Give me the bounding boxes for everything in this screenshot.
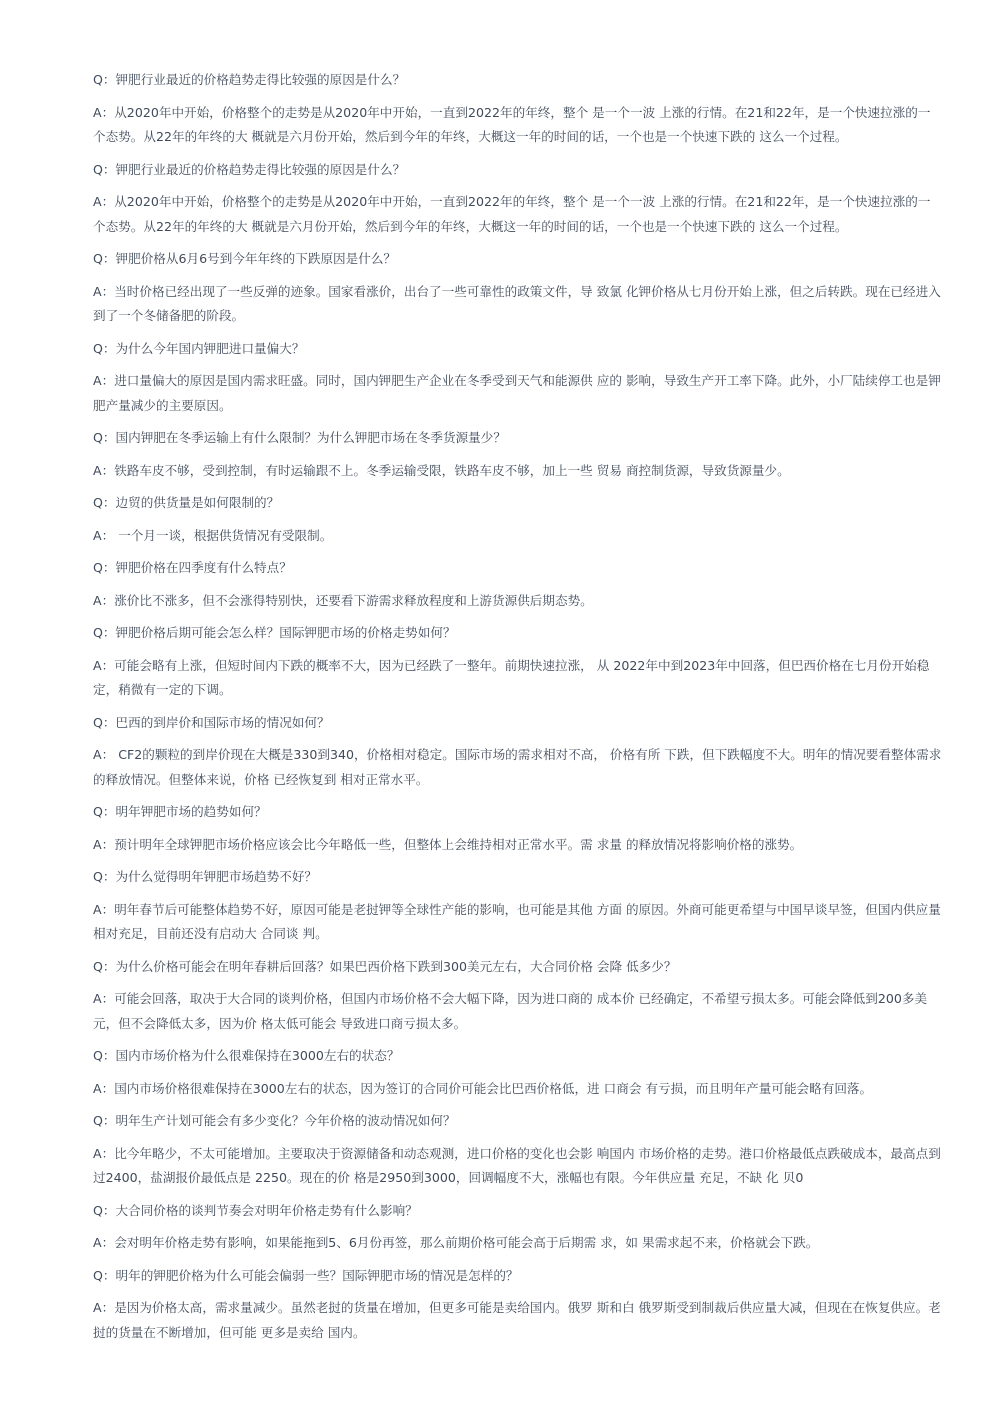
question-text: Q：钾肥行业最近的价格趋势走得比较强的原因是什么？ xyxy=(93,72,406,87)
question-text: Q：为什么觉得明年钾肥市场趋势不好？ xyxy=(93,869,318,884)
answer-text: A：是因为价格太高，需求量减少。虽然老挝的货量在增加，但更多可能是卖给国内。俄罗 斯和白 俄罗斯受到制裁后供应量大减，但现在在恢复供应。老挝的货量在不断增加，但可能 更多是卖给 国内。 xyxy=(93,1300,941,1340)
question-text: Q：明年生产计划可能会有多少变化？今年价格的波动情况如何？ xyxy=(93,1113,456,1128)
answer-text: A：明年春节后可能整体趋势不好，原因可能是老挝钾等全球性产能的影响，也可能是其他 方面 的原因。外商可能更希望与中国早谈早签，但国内供应量相对充足，目前还没有启动大 合同谈 判。 xyxy=(93,901,941,941)
answer-text: A：从2020年中开始，价格整个的走势是从2020年中开始，一直到2022年的年终，整个 是一个一波 上涨的行情。在21和22年，是一个快速拉涨的一个态势。从22年的年终的大 概就是六月份开始，然后到今年的年终，大概这一年的时间的话，一个也是一个快速下跌的 这么一个过程。 xyxy=(93,194,931,234)
question-text: Q：国内钾肥在冬季运输上有什么限制？为什么钾肥市场在冬季货源量少？ xyxy=(93,430,506,445)
answer-text: A：可能会略有上涨，但短时间内下跌的概率不大，因为已经跌了一整年。前期快速拉涨， 从 2022年中到2023年中回落，但巴西价格在七月份开始稳定，稍微有一定的下调。 xyxy=(93,657,930,697)
document-page xyxy=(93,68,943,1353)
question-text: Q：国内市场价格为什么很难保持在3000左右的状态？ xyxy=(93,1048,400,1063)
answer-text: A：预计明年全球钾肥市场价格应该会比今年略低一些，但整体上会维持相对正常水平。需 求量 的释放情况将影响价格的涨势。 xyxy=(93,836,803,852)
answer-text: A：可能会回落，取决于大合同的谈判价格，但国内市场价格不会大幅下降，因为进口商的 成本价 已经确定，不希望亏损太多。可能会降低到200多美元，但不会降低太多，因为价 格太低可能会 导致进口商亏损太多。 xyxy=(93,991,928,1031)
question-text: Q：钾肥行业最近的价格趋势走得比较强的原因是什么？ xyxy=(93,161,406,177)
question-text: Q：巴西的到岸价和国际市场的情况如何？ xyxy=(93,714,330,730)
qa-list xyxy=(93,68,943,1345)
answer-text: A：当时价格已经出现了一些反弹的迹象。国家看涨价，出台了一些可靠性的政策文件，导 致氯 化钾价格从七月份开始上涨，但之后转跌。现在已经进入到了一个冬储备肥的阶段。 xyxy=(93,283,941,323)
answer-text: A：进口量偏大的原因是国内需求旺盛。同时，国内钾肥生产企业在冬季受到天气和能源供 应的 影响，导致生产开工率下降。此外，小厂陆续停工也是钾肥产量减少的主要原因。 xyxy=(93,373,941,413)
question-text: Q：为什么今年国内钾肥进口量偏大？ xyxy=(93,340,305,356)
question-text: Q：明年钾肥市场的趋势如何？ xyxy=(93,804,267,819)
question-text: Q：钾肥价格后期可能会怎么样？国际钾肥市场的价格走势如何？ xyxy=(93,625,456,640)
answer-text: A：比今年略少，不太可能增加。主要取决于资源储备和动态观测，进口价格的变化也会影 响国内 市场价格的走势。港口价格最低点跌破成本，最高点到过2400，盐湖报价最低点是 2250。现在的价 格是2950到3000，回调幅度不大，涨幅也有限。今年供应量 充足，不缺 化 贝0 xyxy=(93,1145,941,1185)
question-text: Q：钾肥价格从6月6号到今年年终的下跌原因是什么？ xyxy=(93,251,397,266)
answer-text: A：铁路车皮不够，受到控制，有时运输跟不上。冬季运输受限，铁路车皮不够，加上一些 贸易 商控制货源，导致货源量少。 xyxy=(93,462,790,478)
answer-text: A： CF2的颗粒的到岸价现在大概是330到340，价格相对稳定。国际市场的需求相对不高， 价格有所 下跌，但下跌幅度不大。明年的情况要看整体需求的释放情况。但整体来说，价格 已经恢复到 相对正常水平。 xyxy=(93,747,942,787)
question-text: Q：大合同价格的谈判节奏会对明年价格走势有什么影响？ xyxy=(93,1202,418,1218)
question-text: Q：边贸的供货量是如何限制的？ xyxy=(93,495,280,510)
question-text: Q：明年的钾肥价格为什么可能会偏弱一些？国际钾肥市场的情况是怎样的？ xyxy=(93,1267,519,1283)
answer-text: A：会对明年价格走势有影响，如果能拖到5、6月份再签，那么前期价格可能会高于后期需 求，如 果需求起不来，价格就会下跌。 xyxy=(93,1235,819,1250)
question-text: Q：为什么价格可能会在明年春耕后回落？如果巴西价格下跌到300美元左右，大合同价格 会降 低多少？ xyxy=(93,958,677,974)
question-text: Q：钾肥价格在四季度有什么特点？ xyxy=(93,560,292,575)
answer-text: A：从2020年中开始，价格整个的走势是从2020年中开始，一直到2022年的年终，整个 是一个一波 上涨的行情。在21和22年，是一个快速拉涨的一个态势。从22年的年终的大 概就是六月份开始，然后到今年的年终，大概这一年的时间的话，一个也是一个快速下跌的 这么一个过程。 xyxy=(93,104,931,144)
answer-text: A：国内市场价格很难保持在3000左右的状态，因为签订的合同价可能会比巴西价格低，进 口商会 有亏损，而且明年产量可能会略有回落。 xyxy=(93,1080,873,1096)
answer-text: A： 一个月一谈，根据供货情况有受限制。 xyxy=(93,527,333,543)
answer-text: A：涨价比不涨多，但不会涨得特别快，还要看下游需求释放程度和上游货源供后期态势。 xyxy=(93,592,593,608)
